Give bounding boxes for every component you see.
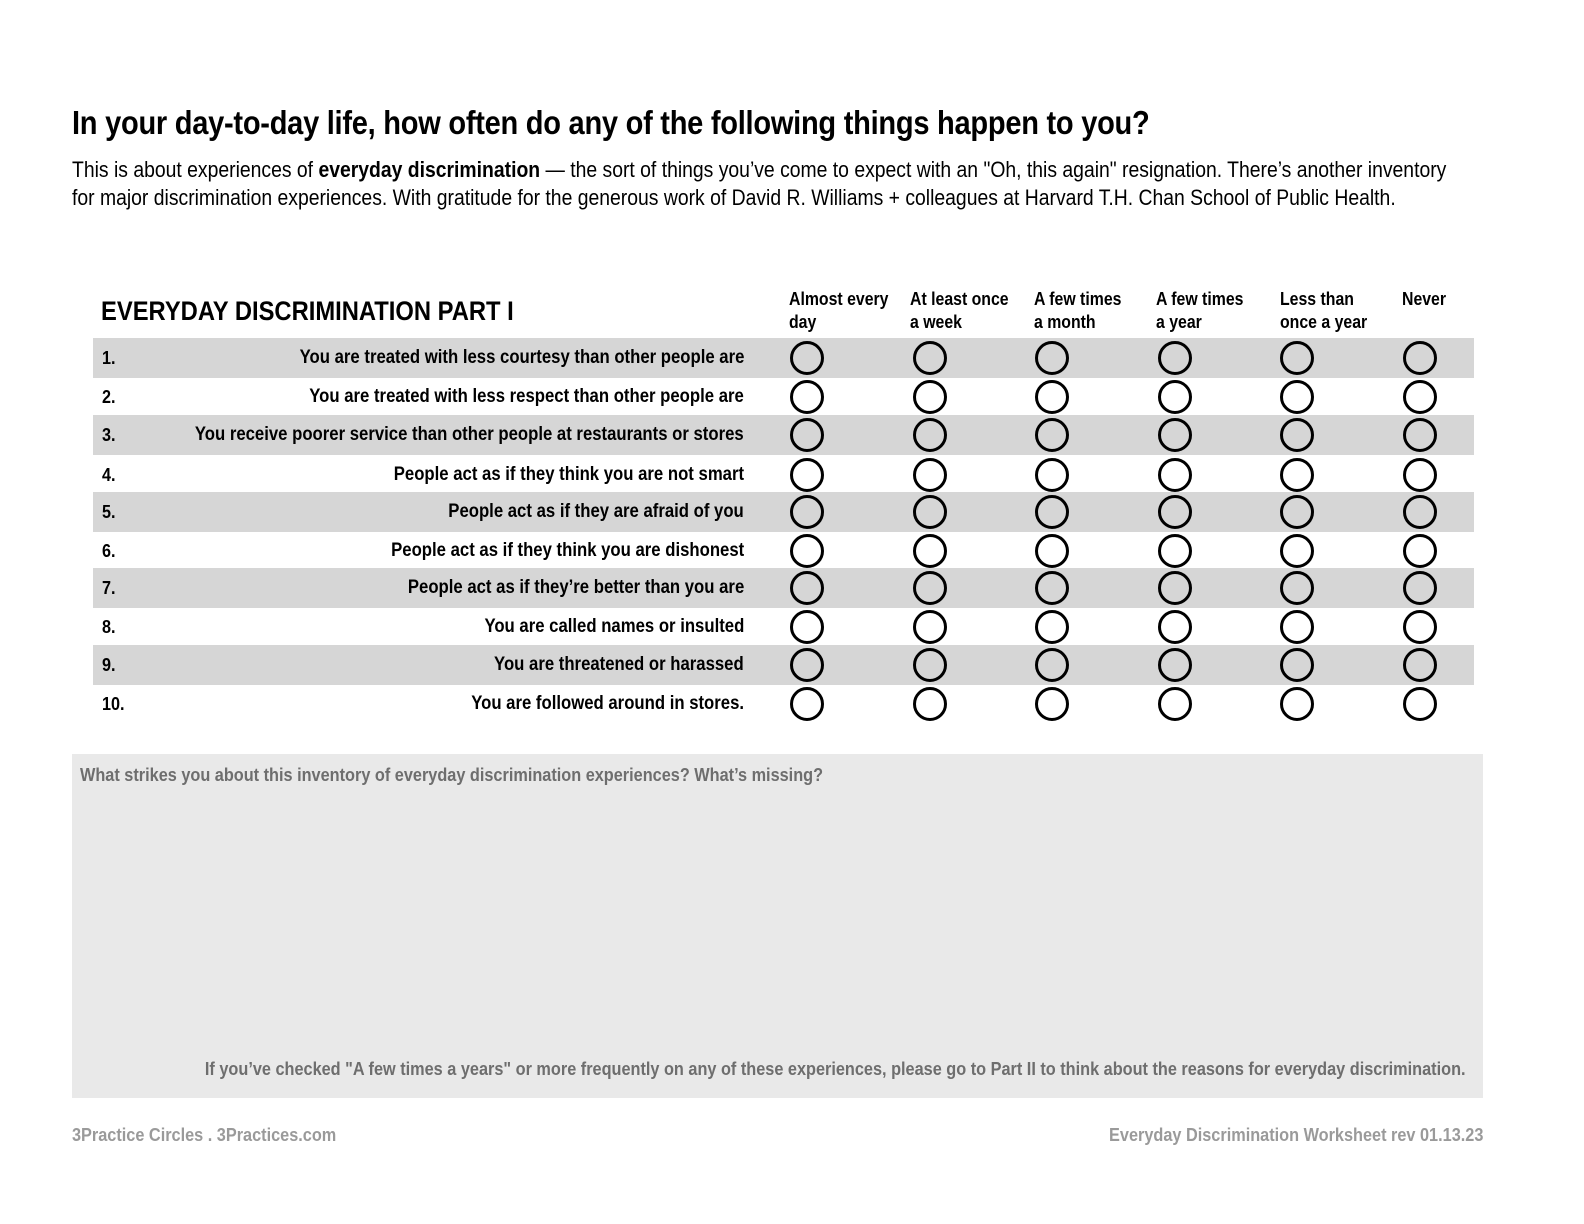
frequency-radio[interactable] [1035,458,1069,492]
frequency-radio[interactable] [1035,610,1069,644]
frequency-radio[interactable] [790,418,824,452]
comment-prompt: What strikes you about this inventory of everyday discrimination experiences? What’s missing? [80,764,824,785]
intro-text [72,156,1462,212]
question-text: You receive poorer service than other people at restaurants or stores [195,424,744,445]
frequency-radio[interactable] [790,534,824,568]
column-header-line: a year [1156,312,1202,332]
frequency-radio[interactable] [1158,534,1192,568]
question-row [93,492,1474,532]
frequency-radio[interactable] [1280,648,1314,682]
frequency-radio[interactable] [1280,495,1314,529]
column-header-line: A few times [1156,289,1244,309]
frequency-radio[interactable] [913,571,947,605]
frequency-radio[interactable] [1158,571,1192,605]
frequency-radio[interactable] [1158,380,1192,414]
section-title: EVERYDAY DISCRIMINATION PART I [101,296,514,326]
frequency-radio[interactable] [913,341,947,375]
question-row [93,531,1474,571]
question-number: 5. [102,502,116,522]
frequency-radio[interactable] [1158,341,1192,375]
column-header [910,288,1024,334]
question-text: People act as if they are afraid of you [448,501,744,522]
question-text: People act as if they’re better than you are [407,577,744,598]
column-header [1156,288,1270,334]
frequency-radio[interactable] [1158,648,1192,682]
question-text: You are followed around in stores. [471,693,744,714]
frequency-radio[interactable] [1403,571,1437,605]
question-number: 10. [102,694,125,714]
question-number: 4. [102,465,116,485]
column-header [1034,288,1148,334]
frequency-radio[interactable] [1280,687,1314,721]
frequency-radio[interactable] [913,687,947,721]
frequency-radio[interactable] [790,380,824,414]
frequency-radio[interactable] [913,610,947,644]
frequency-radio[interactable] [1035,380,1069,414]
comment-area[interactable] [72,754,1483,1098]
question-row [93,455,1474,495]
column-header [1280,288,1394,334]
frequency-radio[interactable] [1158,458,1192,492]
frequency-radio[interactable] [790,648,824,682]
frequency-radio[interactable] [790,341,824,375]
frequency-radio[interactable] [1403,687,1437,721]
frequency-radio[interactable] [913,458,947,492]
frequency-radio[interactable] [1035,571,1069,605]
question-number: 9. [102,655,116,675]
frequency-radio[interactable] [790,687,824,721]
question-text: You are treated with less courtesy than other people are [299,347,744,368]
frequency-radio[interactable] [1280,534,1314,568]
column-header-line: Less than [1280,289,1354,309]
question-number: 6. [102,541,116,561]
question-row [93,607,1474,647]
part-two-note: If you’ve checked "A few times a years" or more frequently on any of these experiences, please go to Part II to think about the reasons for everyday discrimination. [205,1058,1466,1079]
question-row [93,568,1474,608]
frequency-radio[interactable] [1403,534,1437,568]
intro-text-bold: everyday discrimination [318,157,541,182]
frequency-radio[interactable] [1403,380,1437,414]
column-header-line: Never [1402,289,1447,309]
question-row [93,377,1474,417]
question-text: You are threatened or harassed [494,654,744,675]
column-header [1402,288,1516,311]
frequency-radio[interactable] [1403,648,1437,682]
page-title: In your day-to-day life, how often do any of the following things happen to you? [72,104,1150,141]
frequency-radio[interactable] [1280,341,1314,375]
question-row [93,415,1474,455]
frequency-radio[interactable] [1035,648,1069,682]
frequency-radio[interactable] [1403,495,1437,529]
frequency-radio[interactable] [1158,495,1192,529]
footer-site: 3Practice Circles . 3Practices.com [72,1124,337,1145]
question-row [93,338,1474,378]
frequency-radio[interactable] [1280,458,1314,492]
question-text: People act as if they think you are not smart [393,464,744,485]
frequency-radio[interactable] [1280,380,1314,414]
column-header-line: At least once [910,289,1009,309]
frequency-radio[interactable] [790,495,824,529]
frequency-radio[interactable] [1280,571,1314,605]
frequency-radio[interactable] [913,534,947,568]
frequency-radio[interactable] [1280,418,1314,452]
frequency-radio[interactable] [1403,610,1437,644]
footer-worksheet-rev: Everyday Discrimination Worksheet rev 01.13.23 [1108,1124,1483,1145]
question-number: 3. [102,425,116,445]
frequency-radio[interactable] [1035,687,1069,721]
frequency-radio[interactable] [1403,418,1437,452]
column-header-line: once a year [1280,312,1368,332]
frequency-radio[interactable] [790,458,824,492]
question-text: You are treated with less respect than other people are [309,386,744,407]
question-text: People act as if they think you are dishonest [390,540,744,561]
column-header-line: Almost every [789,289,889,309]
question-number: 2. [102,387,116,407]
question-text: You are called names or insulted [484,616,744,637]
frequency-radio[interactable] [1035,534,1069,568]
frequency-radio[interactable] [1403,341,1437,375]
column-header-line: a month [1034,312,1096,332]
column-header-line: day [789,312,817,332]
frequency-radio[interactable] [790,610,824,644]
frequency-radio[interactable] [1403,458,1437,492]
question-row [93,645,1474,685]
column-header [789,288,903,334]
frequency-radio[interactable] [1158,418,1192,452]
frequency-radio[interactable] [913,648,947,682]
frequency-radio[interactable] [913,418,947,452]
question-row [93,684,1474,724]
frequency-radio[interactable] [1035,418,1069,452]
frequency-radio[interactable] [913,380,947,414]
frequency-radio[interactable] [790,571,824,605]
column-header-line: A few times [1034,289,1122,309]
intro-text-end: — the sort of things you’ve come to expect with an "Oh, this again" resignation. There’s another inventory for major discrimination experiences. With gratitude for the generous work of David R. Williams + colleagues at Harvard T.H. Chan School of Public Health. [72,157,1447,210]
frequency-radio[interactable] [1158,610,1192,644]
question-number: 1. [102,348,116,368]
question-number: 7. [102,578,116,598]
frequency-radio[interactable] [913,495,947,529]
intro-text-start: This is about experiences of [72,157,319,182]
frequency-radio[interactable] [1035,341,1069,375]
frequency-radio[interactable] [1035,495,1069,529]
frequency-radio[interactable] [1280,610,1314,644]
column-header-line: a week [910,312,962,332]
frequency-radio[interactable] [1158,687,1192,721]
question-number: 8. [102,617,116,637]
